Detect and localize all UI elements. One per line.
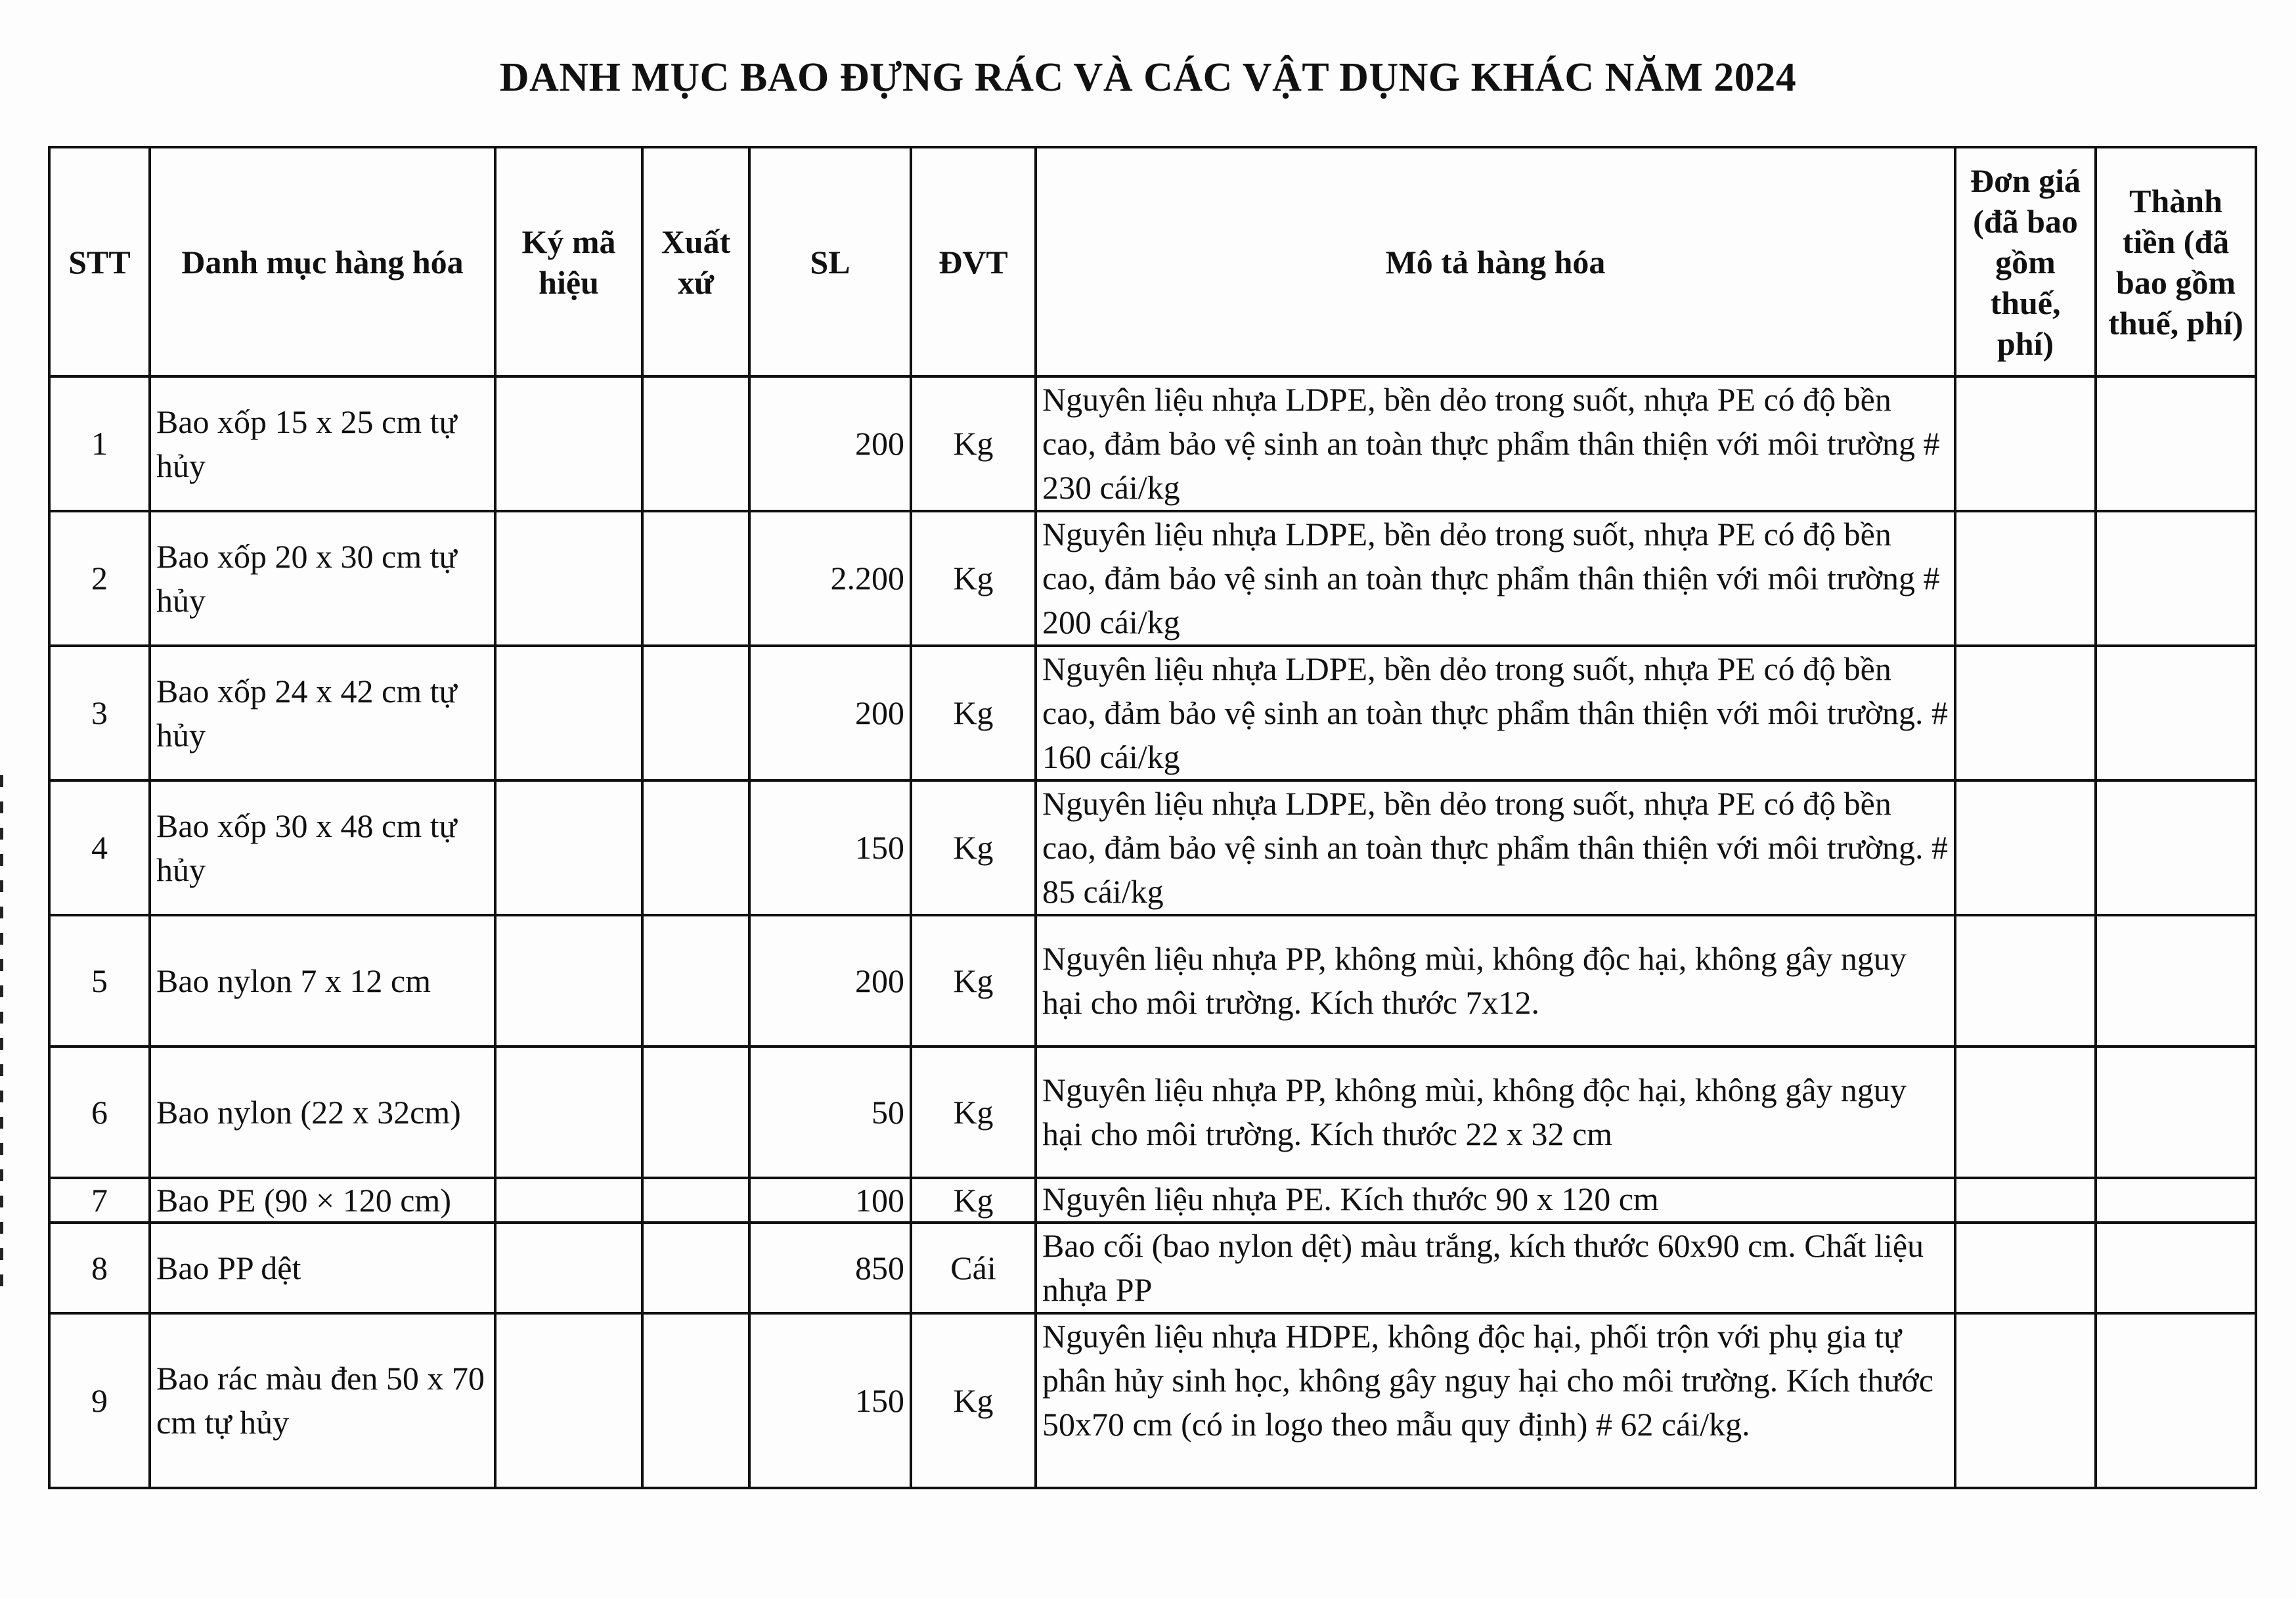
cell-description: Nguyên liệu nhựa LDPE, bền dẻo trong suốt, nhựa PE có độ bền cao, đảm bảo vệ sinh an toàn thực phẩm thân thiện với môi trường. # 85 cái/kg: [1036, 780, 1955, 915]
cell-origin: [642, 915, 749, 1047]
cell-description: Nguyên liệu nhựa HDPE, không độc hại, phối trộn với phụ gia tự phân hủy sinh học, không gây nguy hại cho môi trường. Kích thước 50x70 cm (có in logo theo mẫu quy định) # 62 cái/kg.: [1036, 1313, 1955, 1488]
cell-stt: 1: [49, 376, 150, 511]
cell-unit-price: [1955, 1223, 2096, 1313]
cell-unit: Kg: [911, 780, 1036, 915]
cell-code: [495, 780, 642, 915]
scan-mark: [0, 1064, 3, 1076]
cell-description: Nguyên liệu nhựa LDPE, bền dẻo trong suốt, nhựa PE có độ bền cao, đảm bảo vệ sinh an toàn thực phẩm thân thiện với môi trường. # 160 cái/kg: [1036, 646, 1955, 780]
table-row: [49, 1223, 2256, 1313]
scan-mark: [0, 775, 3, 787]
cell-total: [2096, 915, 2256, 1047]
cell-code: [495, 1313, 642, 1488]
cell-unit: Kg: [911, 1313, 1036, 1488]
cell-code: [495, 376, 642, 511]
cell-description: Nguyên liệu nhựa PE. Kích thước 90 x 120 cm: [1036, 1178, 1955, 1223]
cell-unit: Kg: [911, 915, 1036, 1047]
cell-unit-price: [1955, 1047, 2096, 1178]
scan-mark: [0, 801, 3, 813]
cell-item-name: Bao xốp 20 x 30 cm tự hủy: [150, 511, 495, 646]
cell-origin: [642, 1178, 749, 1223]
cell-unit: Kg: [911, 511, 1036, 646]
cell-origin: [642, 511, 749, 646]
cell-unit-price: [1955, 780, 2096, 915]
cell-unit-price: [1955, 915, 2096, 1047]
header-unit-price: Đơn giá (đã bao gồm thuế, phí): [1955, 147, 2096, 376]
header-code: Ký mã hiệu: [495, 147, 642, 376]
table-row: [49, 1178, 2256, 1223]
cell-total: [2096, 376, 2256, 511]
cell-total: [2096, 1047, 2256, 1178]
scan-mark: [0, 1091, 3, 1102]
cell-unit: Kg: [911, 1047, 1036, 1178]
cell-stt: 2: [49, 511, 150, 646]
cell-item-name: Bao xốp 30 x 48 cm tự hủy: [150, 780, 495, 915]
cell-code: [495, 1047, 642, 1178]
scan-mark: [0, 1169, 3, 1181]
cell-unit-price: [1955, 1178, 2096, 1223]
cell-origin: [642, 646, 749, 780]
cell-stt: 8: [49, 1223, 150, 1313]
cell-item-name: Bao PE (90 × 120 cm): [150, 1178, 495, 1223]
scan-mark: [0, 1222, 3, 1234]
cell-code: [495, 646, 642, 780]
cell-stt: 6: [49, 1047, 150, 1178]
header-description: Mô tả hàng hóa: [1036, 147, 1955, 376]
cell-unit-price: [1955, 376, 2096, 511]
cell-item-name: Bao PP dệt: [150, 1223, 495, 1313]
cell-quantity: 2.200: [749, 511, 911, 646]
scan-mark: [0, 933, 3, 945]
goods-table: [48, 146, 2257, 1489]
cell-stt: 3: [49, 646, 150, 780]
table-row: [49, 511, 2256, 646]
scan-mark: [0, 1117, 3, 1129]
cell-quantity: 200: [749, 915, 911, 1047]
scan-mark: [0, 880, 3, 892]
cell-origin: [642, 1223, 749, 1313]
cell-code: [495, 1223, 642, 1313]
scan-mark: [0, 985, 3, 997]
table-header-row: [49, 147, 2256, 376]
scan-mark: [0, 854, 3, 866]
header-item-name: Danh mục hàng hóa: [150, 147, 495, 376]
document-title: DANH MỤC BAO ĐỰNG RÁC VÀ CÁC VẬT DỤNG KHÁC NĂM 2024: [499, 55, 1797, 100]
header-unit: ĐVT: [911, 147, 1036, 376]
cell-code: [495, 511, 642, 646]
scan-mark: [0, 1196, 3, 1207]
cell-quantity: 150: [749, 1313, 911, 1488]
cell-origin: [642, 780, 749, 915]
table-row: [49, 915, 2256, 1047]
cell-item-name: Bao nylon 7 x 12 cm: [150, 915, 495, 1047]
cell-description: Nguyên liệu nhựa LDPE, bền dẻo trong suốt, nhựa PE có độ bền cao, đảm bảo vệ sinh an toàn thực phẩm thân thiện với môi trường # 200 cái/kg: [1036, 511, 1955, 646]
cell-total: [2096, 1178, 2256, 1223]
scan-mark: [0, 1038, 3, 1050]
cell-quantity: 200: [749, 646, 911, 780]
scan-edge-marks: [0, 775, 4, 1366]
cell-quantity: 200: [749, 376, 911, 511]
cell-item-name: Bao xốp 24 x 42 cm tự hủy: [150, 646, 495, 780]
table-row: [49, 1313, 2256, 1488]
cell-description: Nguyên liệu nhựa PP, không mùi, không độc hại, không gây nguy hại cho môi trường. Kích thước 7x12.: [1036, 915, 1955, 1047]
cell-stt: 9: [49, 1313, 150, 1488]
cell-quantity: 150: [749, 780, 911, 915]
scan-mark: [0, 1143, 3, 1155]
header-total: Thành tiền (đã bao gồm thuế, phí): [2096, 147, 2256, 376]
scan-mark: [0, 1012, 3, 1024]
cell-quantity: 850: [749, 1223, 911, 1313]
header-quantity: SL: [749, 147, 911, 376]
cell-unit: Kg: [911, 1178, 1036, 1223]
cell-code: [495, 915, 642, 1047]
table-row: [49, 646, 2256, 780]
cell-unit: Kg: [911, 646, 1036, 780]
cell-description: Nguyên liệu nhựa PP, không mùi, không độc hại, không gây nguy hại cho môi trường. Kích thước 22 x 32 cm: [1036, 1047, 1955, 1178]
scan-mark: [0, 959, 3, 971]
cell-total: [2096, 511, 2256, 646]
cell-code: [495, 1178, 642, 1223]
cell-description: Nguyên liệu nhựa LDPE, bền dẻo trong suốt, nhựa PE có độ bền cao, đảm bảo vệ sinh an toàn thực phẩm thân thiện với môi trường # 230 cái/kg: [1036, 376, 1955, 511]
cell-total: [2096, 1223, 2256, 1313]
cell-total: [2096, 780, 2256, 915]
cell-origin: [642, 1047, 749, 1178]
scan-mark: [0, 907, 3, 918]
cell-origin: [642, 1313, 749, 1488]
scan-mark: [0, 1274, 3, 1286]
table-row: [49, 780, 2256, 915]
cell-stt: 5: [49, 915, 150, 1047]
cell-quantity: 50: [749, 1047, 911, 1178]
cell-unit-price: [1955, 1313, 2096, 1488]
header-origin: Xuất xứ: [642, 147, 749, 376]
cell-item-name: Bao nylon (22 x 32cm): [150, 1047, 495, 1178]
scan-mark: [0, 1248, 3, 1260]
cell-stt: 4: [49, 780, 150, 915]
scan-mark: [0, 828, 3, 840]
cell-item-name: Bao rác màu đen 50 x 70 cm tự hủy: [150, 1313, 495, 1488]
cell-description: Bao cối (bao nylon dệt) màu trắng, kích thước 60x90 cm. Chất liệu nhựa PP: [1036, 1223, 1955, 1313]
cell-origin: [642, 376, 749, 511]
cell-total: [2096, 1313, 2256, 1488]
table-row: [49, 1047, 2256, 1178]
cell-total: [2096, 646, 2256, 780]
header-stt: STT: [49, 147, 150, 376]
cell-unit-price: [1955, 511, 2096, 646]
cell-unit: Kg: [911, 376, 1036, 511]
table-row: [49, 376, 2256, 511]
cell-unit: Cái: [911, 1223, 1036, 1313]
cell-item-name: Bao xốp 15 x 25 cm tự hủy: [150, 376, 495, 511]
cell-unit-price: [1955, 646, 2096, 780]
cell-quantity: 100: [749, 1178, 911, 1223]
cell-stt: 7: [49, 1178, 150, 1223]
